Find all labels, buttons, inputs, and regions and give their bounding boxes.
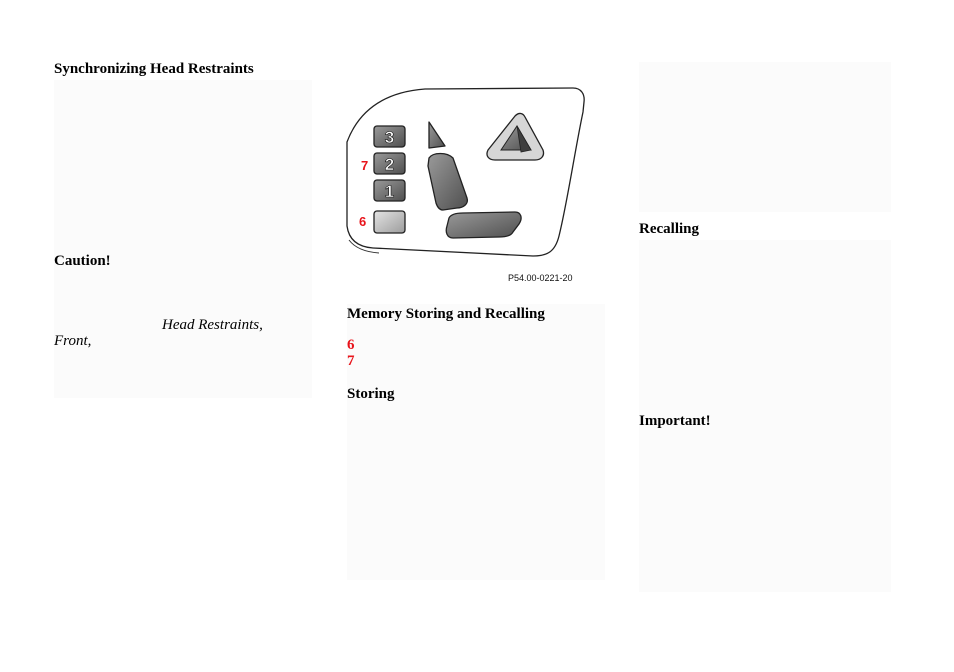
heading-recalling: Recalling — [639, 221, 699, 237]
seat-memory-control-illustration — [345, 86, 589, 286]
backrest-switch — [428, 154, 467, 211]
memory-store-button — [374, 211, 405, 233]
heading-synchronizing-head-restraints: Synchronizing Head Restraints — [54, 61, 254, 77]
memory-key-3-label: 3 — [384, 128, 395, 147]
seat-cushion-switch — [446, 212, 521, 238]
heading-caution: Caution! — [54, 253, 111, 269]
memory-key-1-label: 1 — [384, 182, 395, 201]
memory-key-3 — [374, 126, 405, 147]
heading-memory-storing-and-recalling: Memory Storing and Recalling — [347, 306, 545, 322]
text-block-mid — [347, 304, 605, 580]
legend-item-7: 7 — [347, 353, 355, 369]
legend-item-6: 6 — [347, 337, 355, 353]
memory-key-2-label: 2 — [384, 155, 395, 174]
figure-label-6: 6 — [359, 214, 367, 229]
head-restraint-switch — [429, 122, 445, 148]
figure-label-7: 7 — [361, 158, 369, 173]
memory-key-1 — [374, 180, 405, 201]
text-block-left — [54, 80, 312, 398]
heading-storing: Storing — [347, 386, 395, 402]
text-block-right-top — [639, 62, 891, 212]
figure-code: P54.00-0221-20 — [508, 273, 573, 283]
reference-head-restraints: Head Restraints, — [162, 317, 263, 333]
head-restraint-adjust-switch — [487, 113, 544, 160]
heading-important: Important! — [639, 413, 711, 429]
reference-front: Front, — [54, 333, 92, 349]
memory-key-2 — [374, 153, 405, 174]
